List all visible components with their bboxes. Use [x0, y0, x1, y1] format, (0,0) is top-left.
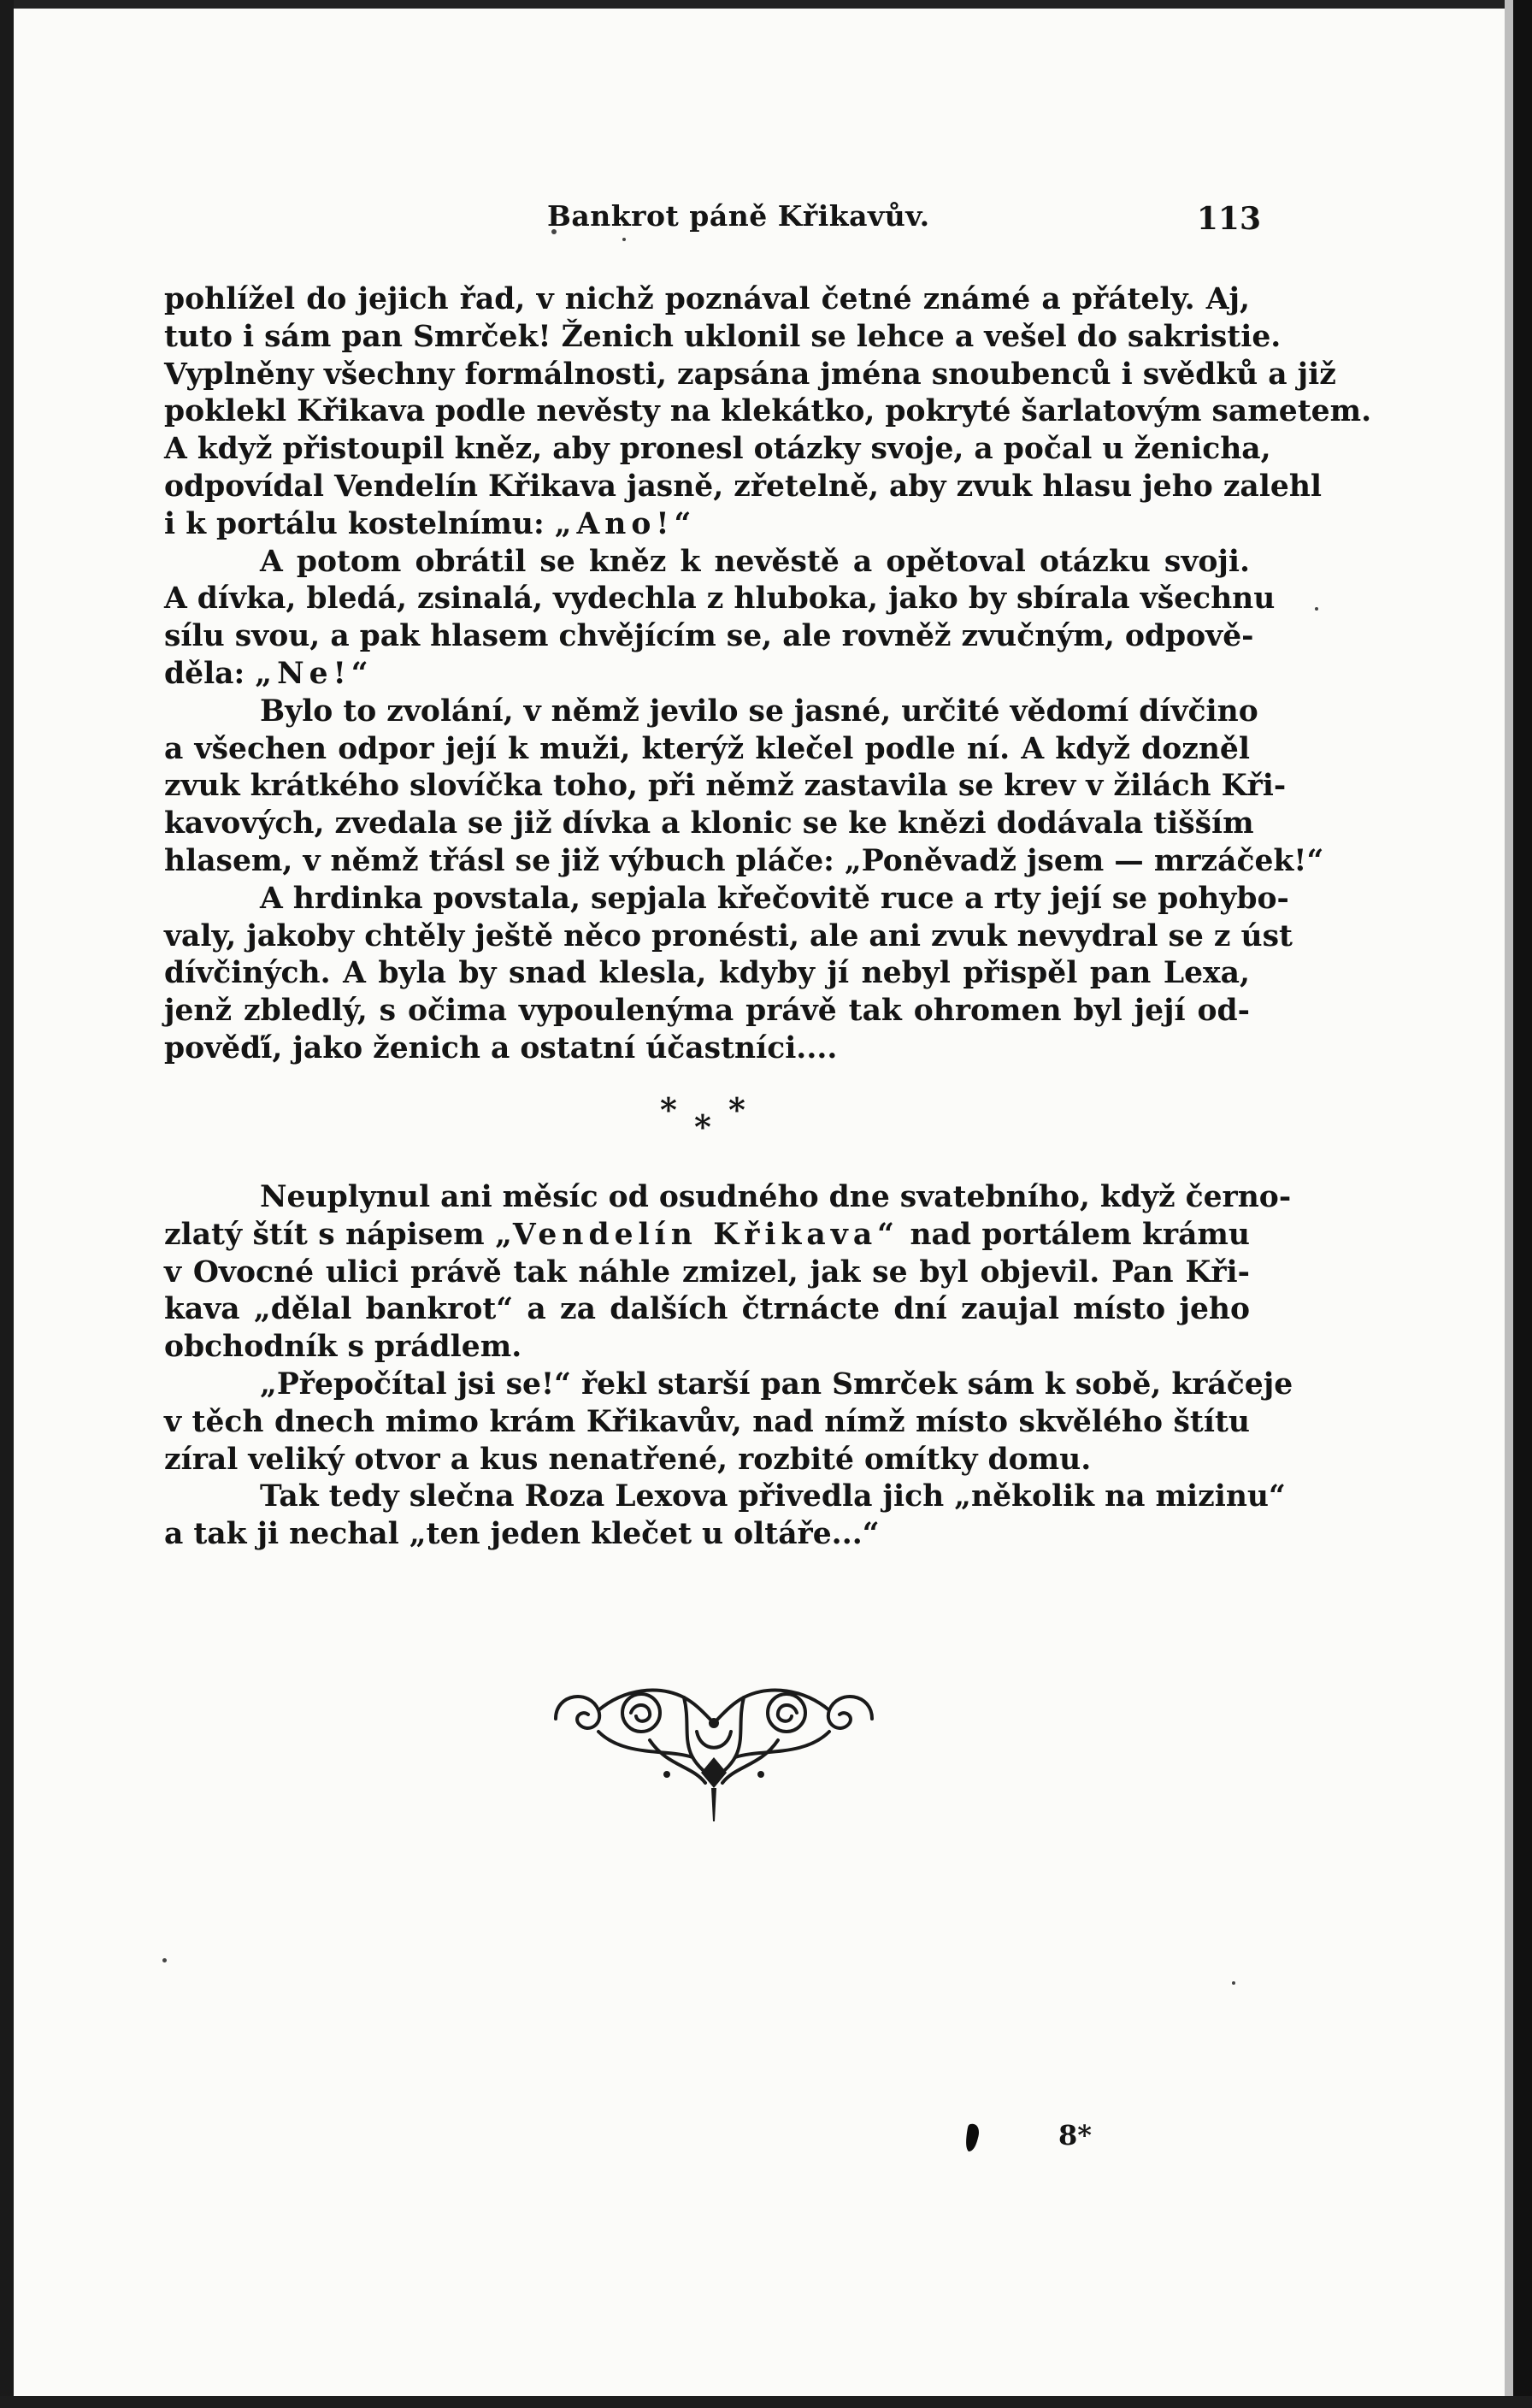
running-title: Bankrot páně Křikavův.: [547, 199, 930, 233]
text-run: i k portálu kostelnímu:: [164, 506, 555, 541]
text-line: hlasem, v němž třásl se již výbuch pláče: „Poněvadž jsem — mrzáček!“: [164, 843, 1324, 878]
text-line: [164, 506, 1250, 544]
text-line: Neuplynul ani měsíc od osudného dne svatebního, když černo-: [260, 1180, 1292, 1214]
section-star: *: [694, 1107, 711, 1146]
text-line: Tak tedy slečna Roza Lexova přivedla jich „několik na mizinu“: [260, 1479, 1286, 1514]
text-line: Vyplněny všechny formálnosti, zapsána jména snoubenců i svědků a již: [164, 357, 1336, 392]
text-line: sílu svou, a pak hlasem chvějícím se, ale rovněž zvučným, odpově-: [164, 619, 1254, 654]
text-line: poklekl Křikava podle nevěsty na klekátko, pokryté šarlatovým sametem.: [164, 394, 1372, 429]
section-star: *: [660, 1090, 677, 1129]
text-line: A když přistoupil kněz, aby pronesl otázky svoje, a počal u ženicha,: [164, 432, 1271, 467]
text-line: v Ovocné ulici právě tak náhle zmizel, jak se byl objevil. Pan Kři-: [164, 1254, 1250, 1290]
printer-signature: 8*: [1058, 2119, 1092, 2151]
text-line: A potom obrátil se kněz k nevěstě a opětoval otázku svoji.: [260, 544, 1250, 579]
text-line: [164, 656, 1250, 693]
text-line: v těch dnech mimo krám Křikavův, nad nímž místo skvělého štítu: [164, 1404, 1250, 1439]
text-line: kava „dělal bankrot“ a za dalších čtrnácte dní zaujal místo jeho: [164, 1292, 1250, 1327]
text-line: a všechen odpor její k muži, kterýž klečel podle ní. A když dozněl: [164, 731, 1250, 766]
running-header: [547, 199, 1261, 242]
text-line: jenž zbledlý, s očima vypoulenýma právě tak ohromen byl její od-: [164, 994, 1250, 1029]
spaced-text: „Vendelín Křikava“: [495, 1217, 900, 1252]
text-line: A hrdinka povstala, sepjala křečovitě ruce a rty její se pohybo-: [260, 881, 1289, 916]
scan-edge-right-shadow: [1505, 0, 1513, 2408]
scan-edge-bottom: [0, 2396, 1532, 2408]
scan-edge-top: [0, 0, 1532, 9]
spaced-text: „Ne!“: [255, 656, 374, 691]
text-run: zlatý štít s nápisem: [164, 1217, 485, 1252]
scan-edge-right: [1513, 0, 1532, 2408]
body-text-lower: [164, 1179, 1293, 1554]
text-line: zvuk krátkého slovíčka toho, při němž zastavila se krev v žilách Kři-: [164, 769, 1287, 804]
text-run: děla:: [164, 656, 256, 691]
text-line: kavových, zvedala se již dívka a klonic se ke knězi dodávala tišším: [164, 806, 1254, 841]
text-line: obchodník s prádlem.: [164, 1330, 522, 1365]
floral-vignette-icon: [547, 1672, 881, 1826]
page-number: 113: [1196, 201, 1261, 237]
text-line: A dívka, bledá, zsinalá, vydechla z hluboka, jako by sbírala všechnu: [164, 581, 1276, 617]
text-line: tuto i sám pan Smrček! Ženich uklonil se lehce a vešel do sakristie.: [164, 319, 1282, 354]
scan-speck: [1315, 607, 1318, 611]
text-line: a tak ji nechal „ten jeden klečet u oltáře...“: [164, 1517, 880, 1552]
body-text-upper: [164, 281, 1372, 1068]
text-line: odpovídal Vendelín Křikava jasně, zřetelně, aby zvuk hlasu jeho zalehl: [164, 469, 1323, 504]
scan-edge-left: [0, 0, 14, 2408]
text-line: valy, jakoby chtěly ještě něco pronésti, ale ani zvuk nevydral se z úst: [164, 918, 1293, 953]
ink-blot: [963, 2122, 982, 2153]
section-break: [660, 1090, 745, 1146]
text-line: dívčiných. A byla by snad klesla, kdyby jí nebyl přispěl pan Lexa,: [164, 956, 1250, 991]
scan-speck: [1232, 1981, 1235, 1985]
text-line: [164, 1217, 1250, 1254]
text-run: nad portálem krámu: [899, 1217, 1251, 1252]
text-line: Bylo to zvolání, v němž jevilo se jasné, určité vědomí dívčino: [260, 693, 1258, 729]
text-line: pověďí, jako ženich a ostatní účastníci....: [164, 1030, 838, 1065]
spaced-text: „Ano!“: [554, 506, 697, 541]
text-line: zíral veliký otvor a kus nenatřené, rozbité omítky domu.: [164, 1442, 1092, 1477]
text-line: pohlížel do jejich řad, v nichž poznával četné známé a přátely. Aj,: [164, 282, 1250, 316]
section-star: *: [728, 1090, 745, 1129]
scan-speck: [162, 1958, 167, 1962]
text-line: „Přepočítal jsi se!“ řekl starší pan Smrček sám k sobě, kráčeje: [260, 1366, 1293, 1402]
